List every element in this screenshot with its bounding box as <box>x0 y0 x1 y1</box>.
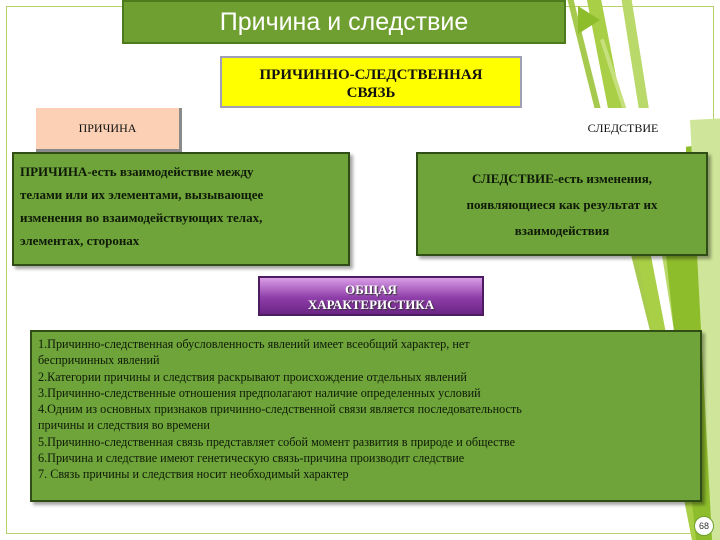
general-line: ОБЩАЯ <box>345 282 397 297</box>
relation-line: ПРИЧИННО-СЛЕДСТВЕННАЯ <box>259 67 483 83</box>
effect-definition-line: появляющиеся как результат их <box>466 197 658 212</box>
play-triangle-icon <box>578 6 600 34</box>
list-item: 4.Одним из основных признаков причинно-следственной связи является последовательность <box>38 402 522 417</box>
general-line: ХАРАКТЕРИСТИКА <box>307 297 435 312</box>
list-item: 1.Причинно-следственная обусловленность явлений имеет всеобщий характер, нет <box>38 337 470 351</box>
list-item: причины и следствия во времени <box>38 418 210 433</box>
characteristics-list <box>30 330 702 502</box>
cause-definition-box <box>12 152 350 266</box>
cause-definition-line: изменения во взаимодействующих телах, <box>20 210 263 225</box>
slide-title: Причина и следствие <box>122 0 566 44</box>
relation-box <box>220 56 522 108</box>
cause-label: ПРИЧИНА <box>36 108 182 152</box>
list-item: 3.Причинно-следственные отношения предполагают наличие определенных условий <box>38 385 481 400</box>
effect-definition-box <box>416 152 708 256</box>
cause-definition-line: элементах, сторонах <box>20 233 140 248</box>
cause-definition-line: телами или их элементами, вызывающее <box>20 187 264 202</box>
list-item: 2.Категории причины и следствия раскрывают происхождение отдельных явлений <box>38 369 467 384</box>
list-item: 5.Причинно-следственная связь представляет собой момент развития в природе и обществе <box>38 434 516 449</box>
list-item: 7. Связь причины и следствия носит необходимый характер <box>38 467 349 482</box>
cause-definition-line: ПРИЧИНА-есть взаимодействие между <box>20 164 254 179</box>
general-characteristic-box <box>258 276 484 316</box>
effect-definition-line: СЛЕДСТВИЕ-есть изменения, <box>471 171 653 186</box>
relation-line: СВЯЗЬ <box>346 85 396 101</box>
page-number: 68 <box>694 516 714 536</box>
effect-label: СЛЕДСТВИЕ <box>560 108 686 152</box>
list-item: 6.Причина и следствие имеют генетическую связь-причина производит следствие <box>38 451 465 466</box>
effect-definition-line: взаимодействия <box>514 223 610 238</box>
list-item: беспричинных явлений <box>38 353 160 368</box>
